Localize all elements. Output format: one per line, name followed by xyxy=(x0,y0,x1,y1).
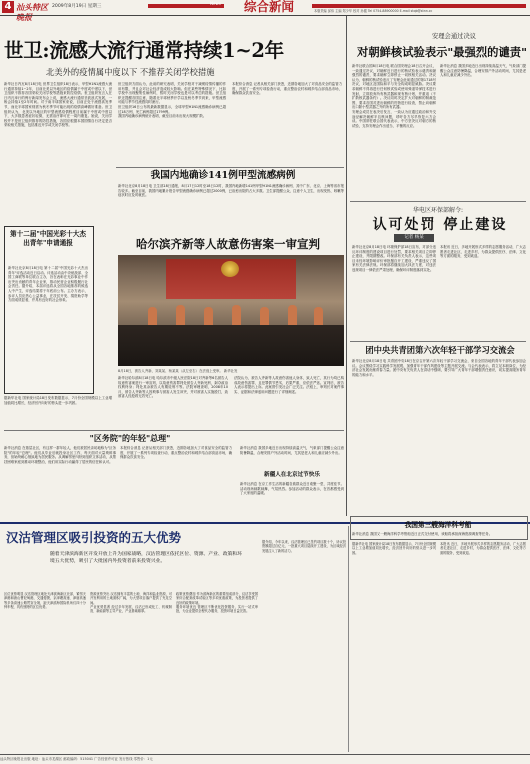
lead-body-left: 新华社日内瓦8月18日电 世界卫生组织18日表示，甲型H1N1流感大流行通常持续1~2年，目前北美以外地区的疫情属于中度或中度以下，世卫组织不推荐各国采取关闭学校等措施来防控疫情。世卫组织发言人在日内瓦举行的例行新闻发布会上说，流感大流行通常呈波浪式发展，一般会持续1至2年时间。对于南半球国家来说，目前正处于流感高发季节，而北半球国家则需为秋冬季节可能出现的疫情高峰做好准备。世卫组织认为，北美以外地区的甲型流感疫情程度目前属于中度或中度以下，大多数患者症状轻微，无需治疗即可在一周内康复。她说，关闭学校并不是世卫组织推荐的防控措施，各国应根据本国国情自行决定是否采取相关措施，包括推迟开学或关闭学校等。 xyxy=(4,82,112,128)
harbin-body-right: 法院认为，被告人齐新等人故意伤害他人身体，致人死亡，其行为均已构成故意伤害罪，且犯罪情节恶劣，后果严重，应依法严惩。宣判后，被告人表示将提出上诉。此案曾引发社会广泛关注。法庭上，审判长对案件事实、证据和法律适用问题进行了详细阐述。 xyxy=(234,376,344,394)
photo-caption: 8月18日，被告人齐新、刘某某、杨某某（从左至右）在法庭上受审。 新华社发 xyxy=(118,369,238,373)
small-mid-lead: 新华社消息 我国多地近日出现持续高温天气，气象部门提醒公众注意防暑降温，合理安排户外活动时间，尤其是老人和儿童应减少外出。 xyxy=(240,446,344,455)
env-story-body-left: 新华社北京8月18日电 环境保护部18日宣布，对部分违反环评制度的建设项目进行处罚，要求相关项目立即停止建设，并限期整改。环保部有关负责人表示，这些项目未经环境影响评价审批擅自开工建设，严重违反了国家有关法律法规。环保部将继续加大执法力度，对违法违规项目一律依法严肃处理，确保环评制度落到实处。 xyxy=(352,245,436,272)
env-story-kicker: 华电区环保部解令: xyxy=(412,207,464,214)
right-top-body-right: 新华社消息 我国多地近日出现持续高温天气，气象部门提醒公众注意防暑降温，合理安排户外活动时间，尤其是老人和儿童应减少外出。 xyxy=(440,64,526,78)
page-number: 4 xyxy=(2,1,14,13)
photo-figure xyxy=(232,305,241,327)
harbin-story-headline: 哈尔滨齐新等人故意伤害案一审宣判 xyxy=(136,237,320,251)
inset-headline: 第十二届"中国光彩十大杰出青年"申请通报 xyxy=(10,230,86,247)
china-story-divider xyxy=(116,167,344,168)
right-top-kicker: 安理会通过决议 xyxy=(431,33,477,40)
quxu-body-1: 新华社消息 在基层社区，有这样一群年轻人，他们被居民亲切地称为"区务院"的年轻"总理"。他们从毕业后就投身社区工作，每天面对大量琐碎事务，但始终耐心细致地为居民服务。从调解邻里纠纷到组织文体活动，从帮扶困难家庭到推动环境整治，他们用实际行动赢得了居民的信任和认可。 xyxy=(4,446,116,464)
right-top-body-left: 新华社联合国8月18日电 联合国安理会18日召开会议，一致通过决议，对朝鲜近日进行的核试验表示谴责和最强烈的谴责，要求朝鲜立即停止一切核相关活动。决议认为，朝鲜的核试验违反了安理会此前通过的第1718号决议，对地区及国际和平与安全构成明显威胁。决议要求朝鲜不得再进行任何核试验或使用弹道导弹技术进行发射，立即放弃所有核武器和现有核计划，并重返《不扩散核武器条约》。决议同时决定扩大对朝鲜的制裁范围，要求各国对进出朝鲜的货物进行检查，禁止向朝鲜出口除小型武器之外的所有武器。 安理会成员在表决后发言，一致认为应通过政治和外交途径解决朝鲜半岛核问题，呼吁各方尽早恢复六方会谈。中国常驻联合国代表表示，中方坚决反对朝方的核试验，支持安理会作出适当、平衡的反应。 xyxy=(352,64,436,128)
bottom-body-3: 政策优势叠加 作为滨海新区的重要组成部分，汉沽享受国家综合配套改革试验区等多项优惠政策，为投资者提供了良好的政策环境。 服务环境优良 管理区不断优化投资服务，实行一站式审批，为企业提供全程代办服务，投资环境日益完善。 xyxy=(176,592,258,614)
env-story-byline: 记者 杨某 xyxy=(394,234,434,242)
china-story-headline: 我国内地确诊141例甲型流感病例 xyxy=(150,170,296,181)
lead-headline: 世卫:流感大流行通常持续1~2年 xyxy=(4,39,284,62)
youth-story-divider xyxy=(350,341,526,342)
national-emblem-icon xyxy=(221,261,239,277)
column-divider-main xyxy=(346,16,347,516)
quxu-body-2: 本报综合消息 记者从相关部门获悉，近期各地加大了对食品安全的监管力度，开展了一系列专项检查行动，重点整治农村和城乡结合部食品市场，确保群众饮食安全。 xyxy=(120,446,232,460)
bottom-body-2: 资源优势突出 汉沽拥有丰富的土地、海洋和盐业资源，可开发利用的土地面积广阔，为大型项目落户提供了充足空间。 产业优势显著 经过多年发展，汉沽已形成化工、机械制造、新能源等主导产业，产业基础雄厚。 xyxy=(90,592,172,614)
right-top-headline: 对朝鲜核试验表示"最强烈的谴责" xyxy=(357,45,527,59)
issue-date: 2009年8月19日 星期三 xyxy=(52,4,102,9)
header-contact: 本版责编 邱伟 主编 郑少华 校对 孙健 Tel 0754-88900000 E-mail stqb@stnn.cc xyxy=(314,9,433,13)
left-column-body: 据新华社电 国家统计局18日发布数据显示，7月份全国规模以上工业增加值同比增长，经济回升向好的势头进一步巩固。 xyxy=(4,396,112,405)
bottom-right-body-1: 据新华社电 国家统计局18日发布数据显示，7月份全国规模以上工业增加值同比增长，经济回升向好的势头进一步巩固。 xyxy=(352,542,436,555)
masthead-logo: 汕头特区晚报 xyxy=(16,2,48,22)
lead-subhead: 北美外的疫情属中度以下 不推荐关闭学校措施 xyxy=(46,67,215,77)
photo-bench xyxy=(118,325,344,366)
news-label: News xyxy=(210,1,221,6)
newcn-headline: 我国第三艘海洋科考船 xyxy=(404,521,472,529)
quxu-headline: "区务院"的年轻"总理" xyxy=(89,433,171,443)
youth-story-body: 新华社北京8月18日电 共青团中央18日在京召开第六次年轻干部学习交流会，来自全国各地的青年干部代表参加会议。会议围绕学习实践科学发展观、加强青年干部作风建设等主题开展交流。与会代表表示，将立足本职岗位，为经济社会发展贡献青春力量。团中央有关负责人在讲话中强调，要引导广大青年干部增强责任意识，切实提高服务青年的能力和水平。 xyxy=(352,359,526,377)
china-story-body: 新华社北京8月18日电 卫生部18日通报，8月17日12时至18日12时，我国内地新增141例甲型H1N1流感确诊病例，其中广东、北京、上海等省市报告较多。截至目前，我国内地累计报告甲型流感确诊病例已超过2000例，已治愈出院的占大多数。卫生部提醒公众，注意个人卫生，出现发热、咳嗽等症状时应及时就医。 xyxy=(118,184,344,198)
inset-body: 新华社北京8月18日电 第十二届"中国光彩十大杰出青年"评选活动近日启动。评选活动由中央统战部、全国工商联等单位联合主办，旨在表彰在光彩事业中作出突出贡献的青年企业家，推动民营企业积极履行社会责任。据介绍，本届评选将从全国各地推荐的候选人中产生，评选结果将于年底前公布。主办方表示，参评人员应热心公益事业，在扶贫开发、捐资助学等方面成绩显著，并具有良好的社会形象。 xyxy=(8,266,88,303)
small-mid-body: 新华社消息 在京工作生活的新疆各族群众近日欢聚一堂，共度佳节。活动现场载歌载舞，气氛热烈。参加活动的群众表示，在首都感受到了大家庭的温暖。 xyxy=(240,482,344,496)
bottom-right-body-2: 本报讯 近日，多地开展形式多样的志愿服务活动，广大志愿者走进社区、走进乡村，为群众提供医疗、法律、文化等方面的服务，受到欢迎。 xyxy=(440,542,526,555)
bottom-headline: 汉沽管理区吸引投资的五大优势 xyxy=(6,530,182,545)
bottom-lead: 随着天津滨海新区开发开放上升为国家战略，汉沽管理区依托区位、资源、产业、政策和环境五大优势，吸引了大批国内外投资者前来投资兴业。 xyxy=(50,552,242,564)
env-story-body-right: 本报讯 近日，多地开展形式多样的志愿服务活动，广大志愿者走进社区、走进乡村，为群众提供医疗、法律、文化等方面的服务，受到欢迎。 xyxy=(440,245,526,259)
env-story-headline: 认可处罚 停止建设 xyxy=(372,217,508,233)
lead-body-middle: 世卫组织方面认为，此前的研究表明，关闭学校对于减缓疫情传播的作用有限，并且会对社会经济造成较大影响。但在某些特殊情况下，比如学校中出现聚集性病例时，暂时关闭学校也是可以考虑的措施。世卫组织还提醒各国注意，随着北半球秋季开学以及秋冬季节到来，甲型流感可能与季节性流感同时流行。 世卫组织16日公布的最新数据显示，全球甲型H1N1流感确诊病例已超过18万例，死亡病例超过1799例。 我国内地确诊病例统计表明，截至目前未出现大规模扩散。 xyxy=(118,82,226,119)
courtroom-photo xyxy=(118,255,344,366)
bottom-body-1: 区位优势明显 汉沽管理区地处天津滨海新区北部，紧邻天津港和唐山曹妃甸港，交通便捷，京津塘高速、津唐高速等多条高速公路贯穿全境，距天津滨海国际机场仅四十分钟车程，具有独特的区位优势。 xyxy=(4,592,86,609)
bottom-body-4: 据介绍，今年以来，汉沽管理区已签约项目数十个，协议投资额超过百亿元，一批重大项目陆续开工建设，为区域经济发展注入了新的活力。 xyxy=(262,540,346,553)
photo-figure xyxy=(176,305,185,327)
header-divider xyxy=(0,15,530,16)
section-title: 综合新闻 xyxy=(243,0,294,14)
harbin-body-left: 新华社哈尔滨8月18日电 哈尔滨市中级人民法院18日对齐新等6名被告人故意伤害案进行一审宣判，以故意伤害罪判处被告人齐新死刑，剥夺政治权利终身；判处其余被告人有期徒刑不等。法院审理查明，2008年10月，被告人齐新等人因琐事与被害人发生冲突，并对被害人实施殴打，致被害人经抢救无效死亡。 xyxy=(118,376,228,399)
small-mid-headline: 新疆人在北京过节快乐 xyxy=(264,472,320,478)
newcn-body: 新华社消息 我国又一艘海洋科学考察船近日正式交付使用，该船将承担深海资源调查等任务。 xyxy=(352,532,493,536)
quxu-divider xyxy=(4,430,344,431)
youth-story-headline: 团中央共青团第六次年轻干部学习交流会 xyxy=(365,345,515,355)
photo-figure xyxy=(288,305,297,327)
lead-body-right: 本报综合消息 记者从相关部门获悉，近期各地加大了对食品安全的监管力度，开展了一系列专项检查行动，重点整治农村和城乡结合部食品市场，确保群众饮食安全。 xyxy=(232,82,342,96)
page-footer: 汕头特区晚报社出版 地址：汕头市龙湖区 邮政编码：515041 广告经营许可证 发行热线 零售价：1元 xyxy=(0,754,530,764)
bottom-column-divider xyxy=(348,526,349,752)
right-top-divider xyxy=(350,201,526,202)
